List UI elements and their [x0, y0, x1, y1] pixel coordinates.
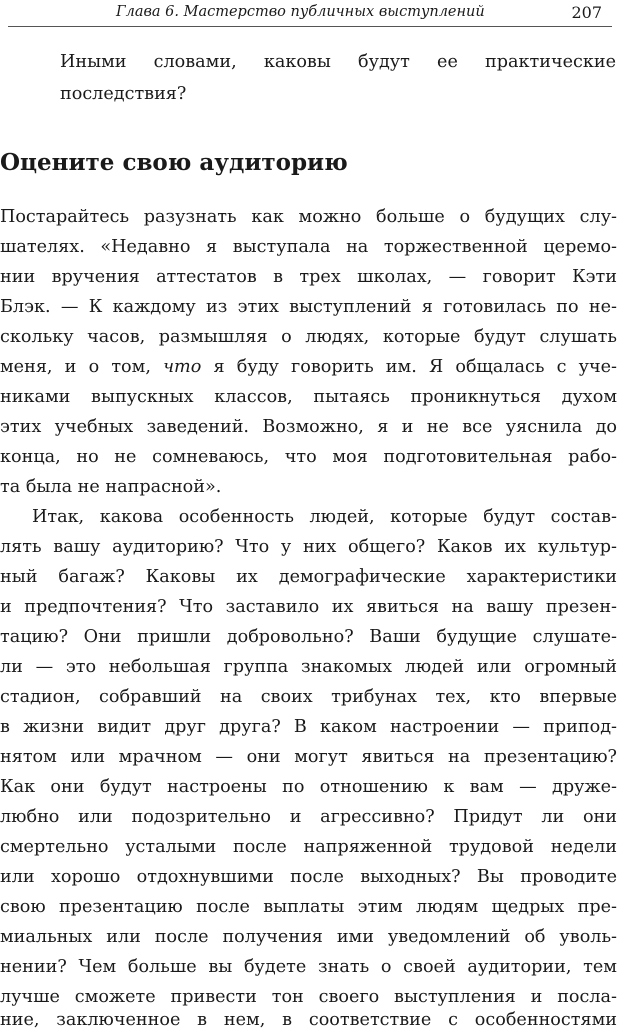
- paragraph-line: любно или подозрительно и агрессивно? Придут ли они: [0, 807, 617, 827]
- paragraph-line: никами выпускных классов, пытаясь проникнуться духом: [0, 387, 617, 407]
- paragraph-line: скольку часов, размышляя о людях, которые будут слушать: [0, 327, 617, 347]
- paragraph-line: лять вашу аудиторию? Что у них общего? Каков их культур-: [0, 537, 617, 557]
- paragraph-line: нении? Чем больше вы будете знать о своей аудитории, тем: [0, 957, 617, 977]
- paragraph-line: ние, заключенное в нем, в соответствие с особенностями: [0, 1010, 617, 1030]
- paragraph-line: [0, 352, 617, 382]
- paragraph-line: в жизни видит друг друга? В каком настроении — припод-: [0, 717, 617, 737]
- paragraph-line: шателях. «Недавно я выступала на торжественной церемо-: [0, 237, 617, 257]
- paragraph-line: ли — это небольшая группа знакомых людей или огромный: [0, 657, 617, 677]
- page-number: 207: [571, 3, 602, 22]
- paragraph-line: Итак, какова особенность людей, которые будут состав-: [32, 507, 617, 527]
- paragraph-line: конца, но не сомневаюсь, что моя подготовительная рабо-: [0, 447, 617, 467]
- paragraph-line: этих учебных заведений. Возможно, я и не все уяснила до: [0, 417, 617, 437]
- paragraph-line: Постарайтесь разузнать как можно больше о будущих слу-: [0, 207, 617, 227]
- paragraph-line: свою презентацию после выплаты этим людям щедрых пре-: [0, 897, 617, 917]
- running-head: [8, 0, 612, 27]
- paragraph-line: стадион, собравший на своих трибунах тех, кто впервые: [0, 687, 617, 707]
- paragraph-line: та была не напрасной».: [0, 477, 222, 497]
- text-after-emphasis: я буду говорить им. Я общалась с уче-: [201, 357, 617, 377]
- emphasized-word: что: [163, 357, 202, 377]
- intro-line: последствия?: [60, 84, 187, 104]
- paragraph-line: ный багаж? Каковы их демографические характеристики: [0, 567, 617, 587]
- paragraph-line: лучше сможете привести тон своего выступления и посла-: [0, 987, 617, 1007]
- paragraph-line: миальных или после получения ими уведомлений об уволь-: [0, 927, 617, 947]
- paragraph-line: смертельно усталыми после напряженной трудовой недели: [0, 837, 617, 857]
- paragraph-line: Как они будут настроены по отношению к вам — друже-: [0, 777, 617, 797]
- paragraph-line: Блэк. — К каждому из этих выступлений я готовилась по не-: [0, 297, 617, 317]
- intro-line: Иными словами, каковы будут ее практические: [60, 52, 616, 72]
- paragraph-line: нии вручения аттестатов в трех школах, — говорит Кэти: [0, 267, 617, 287]
- paragraph-line: тацию? Они пришли добровольно? Ваши будущие слушате-: [0, 627, 617, 647]
- chapter-title: Глава 6. Мастерство публичных выступлений: [116, 4, 485, 20]
- section-heading: Оцените свою аудиторию: [0, 149, 348, 176]
- text-before-emphasis: меня, и о том,: [0, 357, 164, 377]
- paragraph-line: нятом или мрачном — они могут явиться на презентацию?: [0, 747, 617, 767]
- paragraph-line: и предпочтения? Что заставило их явиться на вашу презен-: [0, 597, 617, 617]
- paragraph-line: или хорошо отдохнувшими после выходных? Вы проводите: [0, 867, 617, 887]
